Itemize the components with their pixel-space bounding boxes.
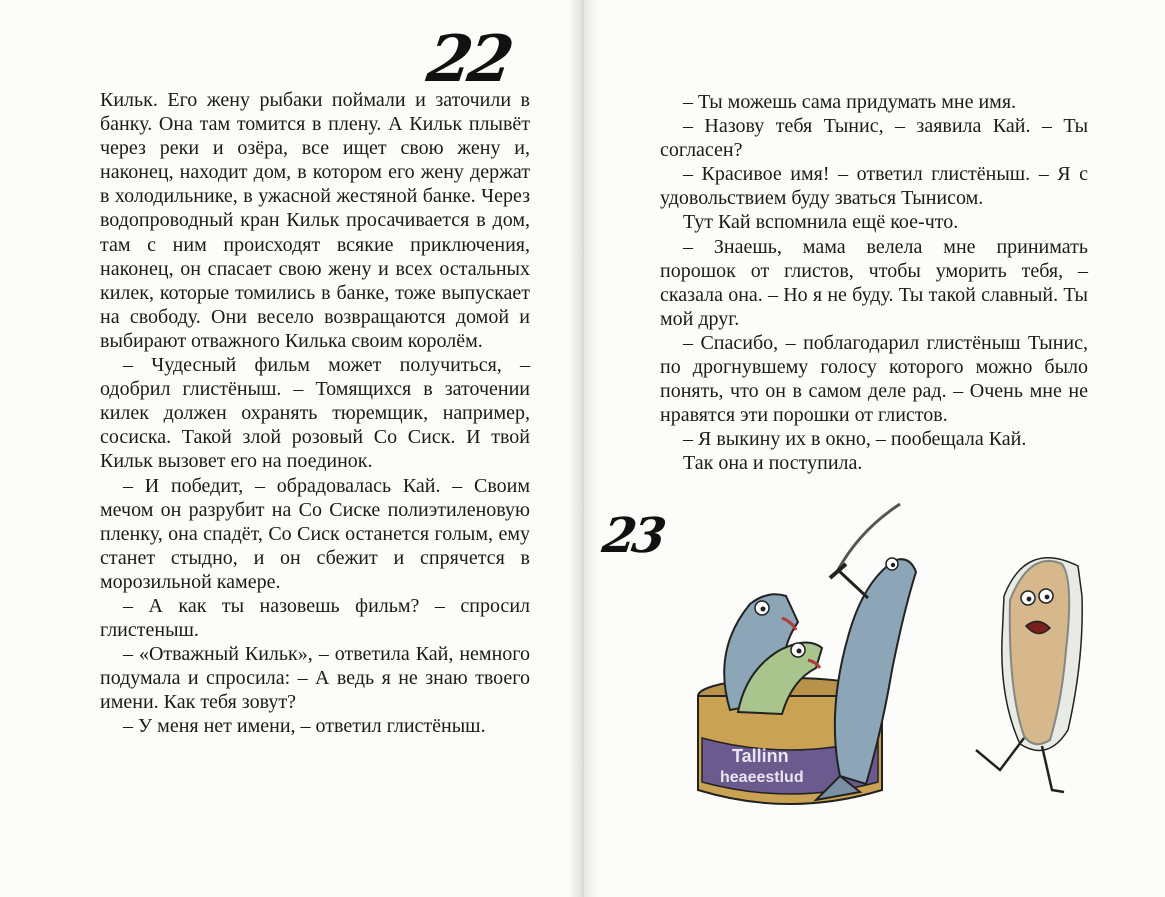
paragraph: Так она и поступила.: [683, 452, 863, 475]
paragraph: – Назову тебя Тынис, – заявила Кай. – Ты согласен?: [660, 115, 1088, 162]
can-label-line1: Tallinn: [732, 746, 789, 766]
paragraph: Тут Кай вспомнила ещё кое-что.: [683, 211, 959, 234]
chapter-number-23: 23: [599, 508, 666, 564]
sausage-character: [976, 558, 1082, 792]
book-gutter: [568, 0, 598, 897]
paragraph: – Знаешь, мама велела мне принимать порошок от глистов, чтобы уморить тебя, – сказала она. – Но я не буду. Ты такой славный. Ты мой друг.: [660, 235, 1088, 330]
chapter-number-22: 22: [422, 22, 515, 97]
paragraph: – Чудесный фильм может получиться, – одобрил глистёныш. – Томящихся в заточении килек должен охранять тюремщик, например, сосиска. Такой злой розовый Со Сиск. И твой Кильк вызовет его на поединок.: [100, 354, 530, 473]
fish-can-illustration: [690, 500, 1110, 830]
paragraph: – Я выкину их в окно, – пообещала Кай.: [683, 428, 1027, 451]
can-label-line2: heaeestlud: [720, 769, 804, 786]
left-text-column: [100, 88, 530, 739]
paragraph: – Красивое имя! – ответил глистёныш. – Я с удовольствием буду зваться Тынисом.: [660, 163, 1088, 210]
paragraph: – Ты можешь сама придумать мне имя.: [683, 91, 1017, 113]
paragraph: – «Отважный Кильк», – ответила Кай, немного подумала и спросила: – А ведь я не знаю твоего имени. Как тебя зовут?: [100, 643, 530, 714]
paragraph: – А как ты назовешь фильм? – спросил глистеныш.: [100, 594, 530, 642]
paragraph: Кильк. Его жену рыбаки поймали и заточили в банку. Она там томится в плену. А Кильк плывёт через реки и озёра, все ищет свою жену и, наконец, находит дом, в котором его жену держат в холодильнике, в ужасной жестяной банке. Через водопроводный кран Кильк просачивается в дом, там с ним происходят всякие приключения, наконец, он спасает свою жену и всех остальных килек, которые томились в банке, тоже выпускает на свободу. Они весело возвращаются домой и выбирают отважного Килька своим королём.: [100, 89, 530, 352]
paragraph: – И победит, – обрадовалась Кай. – Своим мечом он разрубит на Со Сиске полиэтиленовую пленку, она спадёт, Со Сиск останется голым, ему станет стыдно, и он сбежит и спрячется в морозильной камере.: [100, 474, 530, 593]
right-text-column: [660, 90, 1088, 476]
paragraph: – У меня нет имени, – ответил глистёныш.: [123, 715, 486, 738]
paragraph: – Спасибо, – поблагодарил глистёныш Тынис, по дрогнувшему голосу которого можно было понять, что он в самом деле рад. – Очень мне не нравятся эти порошки от глистов.: [660, 331, 1088, 427]
